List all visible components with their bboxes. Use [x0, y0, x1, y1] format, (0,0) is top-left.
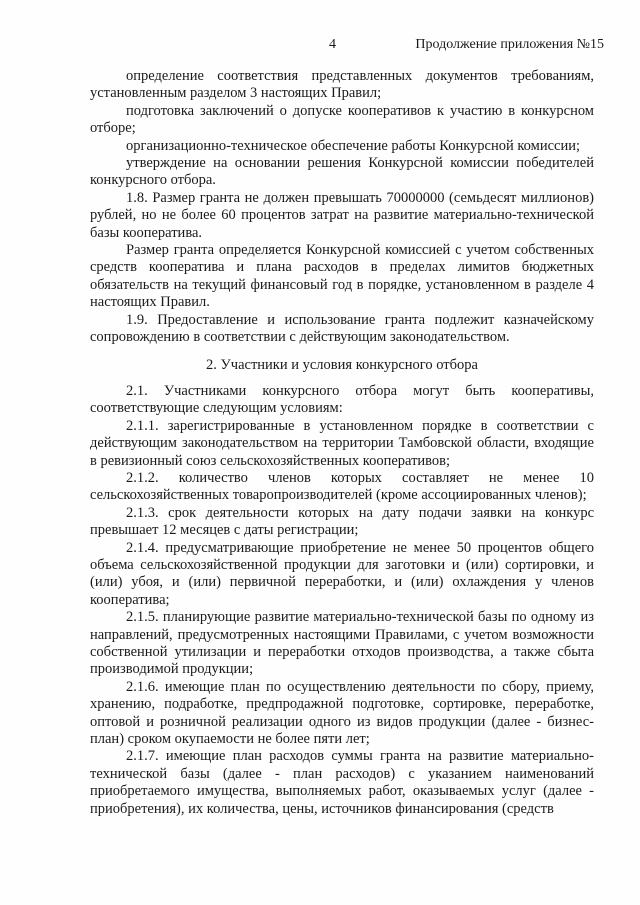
- appendix-note: Продолжение приложения №15: [415, 37, 604, 52]
- paragraph: 1.8. Размер гранта не должен превышать 70000000 (семьдесят миллионов) рублей, но не более 60 процентов затрат на развитие материально-технической базы кооператива.: [90, 189, 594, 241]
- paragraph: 2.1. Участниками конкурсного отбора могут быть кооперативы, соответствующие следующим условиям:: [90, 382, 594, 417]
- paragraph: определение соответствия представленных документов требованиям, установленным разделом 3 настоящих Правил;: [90, 68, 594, 102]
- document-body: [90, 68, 594, 818]
- paragraph: 2.1.4. предусматривающие приобретение не менее 50 процентов общего объема сельскохозяйственной продукции для заготовки и (или) сортировки, и (или) убоя, и (или) первичной переработки, и (или) охлаждения у членов кооператива;: [90, 539, 594, 608]
- paragraph: 2.1.6. имеющие план по осуществлению деятельности по сбору, приему, хранению, подработке, предпродажной подготовке, сортировке, переработке, оптовой и розничной реализации одного из видов продукции (далее - бизнес-план) сроком окупаемости не более пяти лет;: [90, 678, 594, 748]
- page-number: 4: [329, 37, 336, 52]
- paragraph: 2.1.3. срок деятельности которых на дату подачи заявки на конкурс превышает 12 месяцев с даты регистрации;: [90, 504, 594, 539]
- paragraph: организационно-техническое обеспечение работы Конкурсной комиссии;: [126, 137, 581, 154]
- page-header: [0, 37, 640, 57]
- paragraph: подготовка заключений о допуске кооперативов к участию в конкурсном отборе;: [90, 102, 594, 137]
- paragraph: 2.1.1. зарегистрированные в установленном порядке в соответствии с действующим законодательством на территории Тамбовской области, входящие в ревизионный союз сельскохозяйственных кооперативов;: [90, 417, 594, 469]
- paragraph: 2.1.5. планирующие развитие материально-технической базы по одному из направлений, предусмотренных настоящими Правилами, с учетом возможности собственной утилизации и переработки отходов производства, а также сбыта производимой продукции;: [90, 609, 594, 678]
- paragraph: 2.1.2. количество членов которых составляет не менее 10 сельскохозяйственных товаропроизводителей (кроме ассоциированных членов);: [90, 469, 594, 504]
- section-heading: 2. Участники и условия конкурсного отбора: [206, 356, 478, 373]
- paragraph: 1.9. Предоставление и использование гранта подлежит казначейскому сопровождению в соответствии с действующим законодательством.: [90, 311, 594, 346]
- paragraph: Размер гранта определяется Конкурсной комиссией с учетом собственных средств кооператива и плана расходов в пределах лимитов бюджетных обязательств на текущий финансовый год в порядке, установленном в разделе 4 настоящих Правил.: [90, 242, 594, 311]
- paragraph: утверждение на основании решения Конкурсной комиссии победителей конкурсного отбора.: [90, 155, 594, 189]
- paragraph: 2.1.7. имеющие план расходов суммы гранта на развитие материально-технической базы (далее - план расходов) с указанием наименований приобретаемого имущества, выполняемых работ, оказываемых услуг (далее - приобретения), их количества, цены, источников финансирования (средств: [90, 748, 594, 817]
